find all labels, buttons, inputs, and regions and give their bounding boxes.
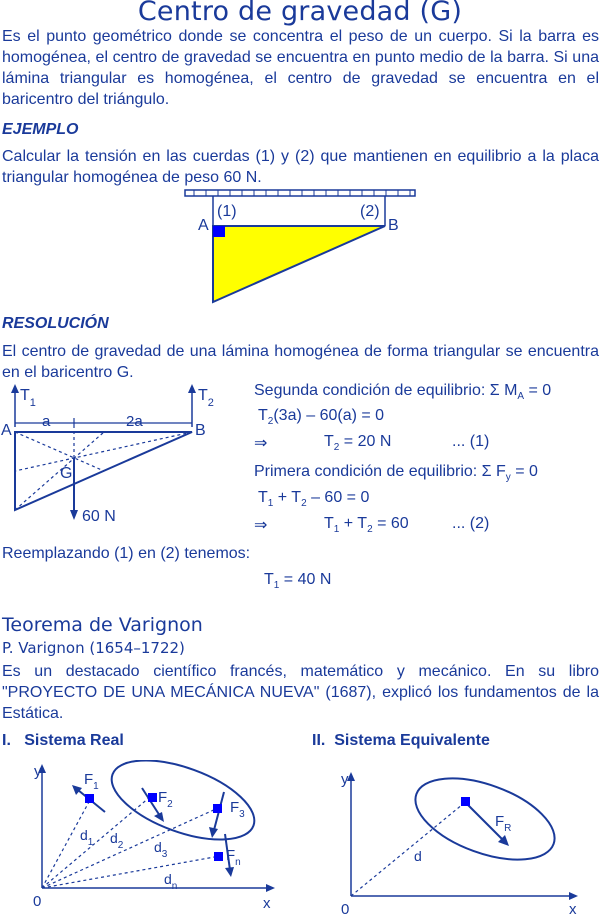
result-2: $T_1 + T_2 = 60$ [324, 515, 409, 535]
replace-text: Reemplazando (1) en (2) tenemos: [2, 545, 251, 562]
moment-arms [42, 797, 220, 888]
resolution-figure [0, 382, 250, 530]
final-result: $T_1 = 40$ N [264, 571, 332, 591]
varignon-author: P. Varignon (1654–1722) [2, 639, 185, 657]
cord-2-label: (2) [360, 203, 380, 220]
b-label: B [195, 422, 206, 439]
f2-label: $F_2$ [158, 789, 173, 810]
result-1: $T_2 = 20$ N [324, 433, 392, 453]
d2-label: $d_2$ [110, 830, 124, 851]
a-label: A [1, 422, 12, 439]
example-figure [180, 186, 420, 304]
x-axis-arrowhead [569, 892, 578, 900]
moment-arm [351, 804, 463, 896]
system-real-label: I. Sistema Real [2, 732, 124, 749]
d3-label: $d_3$ [154, 839, 168, 860]
t1-label: $T_1$ [20, 387, 36, 409]
x-axis-arrowhead [266, 884, 275, 892]
result-arrow-1: ⇒ [254, 435, 268, 452]
equivalent-system-figure [335, 764, 585, 914]
origin-label: 0 [341, 901, 350, 914]
label-b: B [388, 217, 399, 234]
force-f1 [72, 785, 105, 812]
system-equiv-label: II. Sistema Equivalente [312, 732, 490, 749]
f3-label: $F_3$ [230, 799, 245, 820]
x-label: x [569, 901, 577, 914]
equation-2: $T_1 + T_2 - 60 = 0$ [258, 489, 370, 509]
weight-label: 60 N [82, 508, 116, 525]
example-heading: EJEMPLO [2, 121, 79, 138]
example-text: Calcular la tensión en las cuerdas (1) y (2) que mantienen en equilibrio a la placa triangular homogénea de peso 60 N. [2, 148, 599, 186]
seg-a-label: a [42, 413, 51, 430]
right-angle-marker [213, 226, 225, 237]
cord-1-label: (1) [217, 203, 237, 220]
y-label: y [34, 763, 42, 780]
body-ellipse [102, 760, 265, 856]
body-ellipse [405, 764, 565, 876]
fr-label: $F_R$ [495, 813, 512, 834]
d-label: d [414, 848, 422, 864]
fn-label: $F_n$ [226, 847, 241, 868]
f1-label: $F_1$ [84, 771, 99, 792]
origin-label: 0 [33, 893, 42, 910]
t2-arrowhead [188, 384, 196, 393]
real-system-figure [20, 760, 285, 912]
x-label: x [263, 895, 271, 912]
ceiling-hatch [194, 190, 410, 196]
triangular-plate [213, 226, 385, 302]
d1-label: $d_1$ [80, 827, 94, 848]
intro-paragraph: Es el punto geométrico donde se concentra el peso de un cuerpo. Si la barra es homogénea, el centro de gravedad se encuentra en punto medio de la barra. Si una lámina triangular es homogénea, el centro de gravedad se encuentra en el baricentro del triángulo. [2, 28, 599, 108]
seg-2a-label: 2a [126, 413, 143, 430]
equation-1: $T_2(3a) - 60(a) = 0$ [258, 407, 385, 427]
force-f3 [209, 792, 224, 838]
result-2-ref: ... (2) [452, 515, 490, 532]
label-a: A [198, 217, 209, 234]
page-title: Centro de gravedad (G) [137, 0, 463, 27]
first-condition: Primera condición de equilibrio: Σ $F_y = 0$ [254, 463, 538, 483]
varignon-heading: Teorema de Varignon [2, 614, 203, 636]
result-1-ref: ... (1) [452, 433, 490, 450]
varignon-text: Es un destacado científico francés, matemático y mecánico. En su libro "PROYECTO DE UNA MECÁNICA NUEVA" (1687), explicó los fundamentos de la Estática. [2, 663, 599, 722]
resolution-heading: RESOLUCIÓN [2, 315, 109, 332]
ceiling [185, 190, 415, 196]
t1-arrowhead [11, 384, 19, 393]
y-label: y [341, 771, 349, 788]
dn-label: $d_n$ [164, 871, 178, 892]
t2-label: $T_2$ [198, 387, 214, 409]
result-arrow-2: ⇒ [254, 517, 268, 534]
g-label: G [60, 465, 73, 482]
second-condition: Segunda condición de equilibrio: Σ $M_A = 0$ [254, 382, 552, 402]
weight-arrowhead [70, 510, 78, 520]
application-point [461, 797, 470, 806]
resolution-text: El centro de gravedad de una lámina homogénea de forma triangular se encuentra en el baricentro G. [2, 343, 599, 381]
